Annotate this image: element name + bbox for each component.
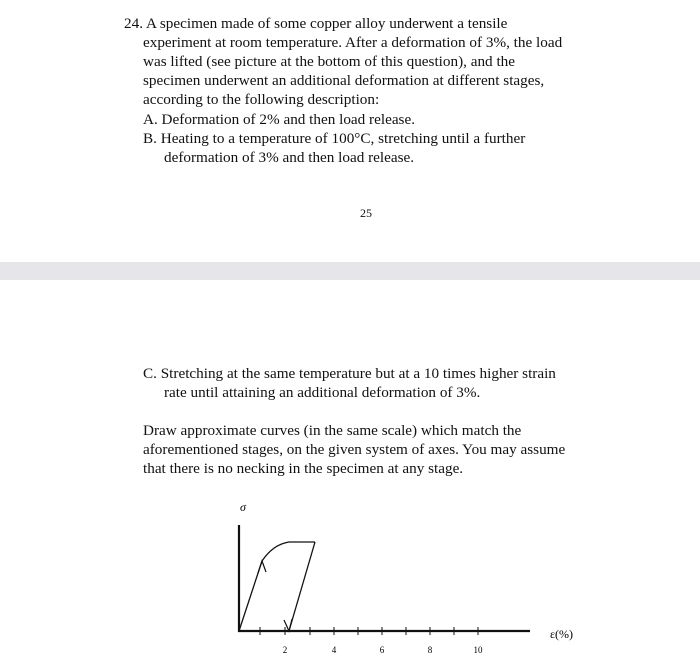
- stage-b-line-2: deformation of 3% and then load release.: [164, 149, 415, 166]
- page-top: [0, 0, 700, 262]
- stage-c-line-2: rate until attaining an additional deformation of 3%.: [164, 384, 481, 401]
- stress-strain-graph: [0, 280, 700, 666]
- x-tick-label-4: 4: [331, 645, 337, 655]
- x-axis-label: ε(%): [550, 627, 574, 641]
- stage-c-line-1: C. Stretching at the same temperature but at a 10 times higher strain: [143, 365, 556, 382]
- loading-arrow-icon: [258, 561, 266, 573]
- page-bottom: [0, 280, 700, 666]
- x-tick-label-2: 2: [282, 645, 288, 655]
- question-line-3: was lifted (see picture at the bottom of this question), and the: [143, 53, 515, 70]
- instructions-line-3: that there is no necking in the specimen at any stage.: [143, 460, 464, 477]
- page-number: 25: [360, 206, 372, 220]
- instructions-line-1: Draw approximate curves (in the same scale) which match the: [143, 422, 522, 439]
- instructions-line-2: aforementioned stages, on the given system of axes. You may assume: [143, 441, 566, 458]
- question-line-1: 24. A specimen made of some copper alloy underwent a tensile: [124, 15, 508, 32]
- loading-curve: [239, 542, 315, 631]
- unloading-line: [289, 542, 315, 631]
- x-tick-label-10: 10: [473, 645, 483, 655]
- x-tick-label-8: 8: [427, 645, 433, 655]
- question-line-2: experiment at room temperature. After a deformation of 3%, the load: [143, 34, 563, 51]
- y-axis-label: σ: [240, 500, 246, 514]
- question-line-4: specimen underwent an additional deformation at different stages,: [143, 72, 545, 89]
- stage-b-line-1: B. Heating to a temperature of 100°C, stretching until a further: [143, 130, 526, 147]
- stage-a: A. Deformation of 2% and then load release.: [143, 111, 416, 128]
- question-line-5: according to the following description:: [143, 91, 380, 108]
- x-tick-label-6: 6: [379, 645, 385, 655]
